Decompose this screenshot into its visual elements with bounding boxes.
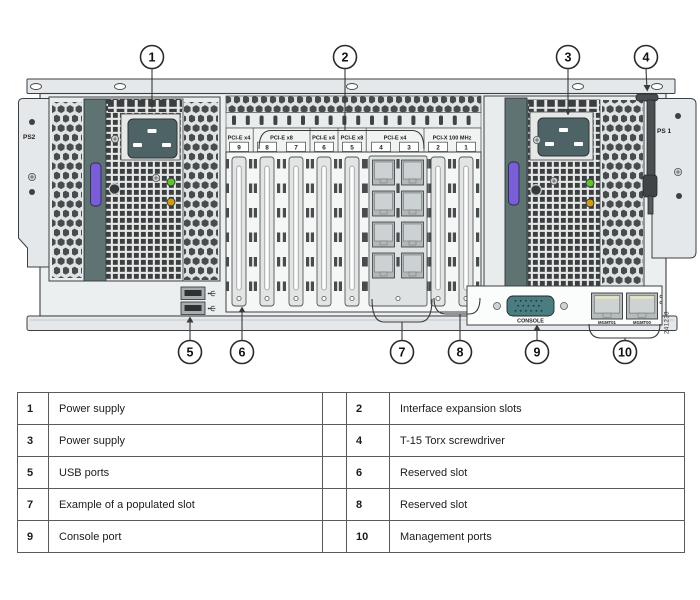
ps1-label: PS 1 [657,128,672,135]
description-cell: Power supply [49,393,323,425]
mgmt-port-1-label: MGMT01 [598,319,616,325]
screw-hole-icon [29,189,35,195]
hex-vent-icon [602,100,643,286]
svg-text:10: 10 [618,345,632,360]
power-inlet [128,119,177,158]
screw-icon [533,136,540,143]
slot-label-strip [226,128,481,152]
psu-handle [509,162,520,205]
callout-10 [614,341,637,364]
table-row [18,489,685,521]
slot-group-label: PCI-E x8 [270,135,293,142]
table-row [18,393,685,425]
callout-number-cell: 2 [347,393,390,425]
description-cell: Interface expansion slots [390,393,685,425]
reserved-slot [226,157,479,306]
table-row [18,425,685,457]
description-cell: Power supply [49,425,323,457]
screw-icon [561,303,568,310]
figure-number: 241238 [664,310,671,334]
screw-icon [152,174,159,181]
hex-vent-icon [184,102,218,280]
description-cell: Reserved slot [390,489,685,521]
slot-group-label: PCI-E x8 [340,135,364,142]
power-supply-left [49,97,220,281]
callout-9 [526,341,549,364]
slot-group-label: PCI-E x4 [312,135,335,142]
callout-4 [635,46,658,69]
svg-text:6: 6 [238,345,246,360]
legend-table [17,392,685,553]
led-green-icon [586,179,594,187]
screw-hole-icon [29,119,35,125]
spacer-cell [323,393,347,425]
slot-number: 2 [436,144,440,152]
description-cell: Management ports [390,521,685,553]
led-amber-icon [167,198,175,206]
callout-6 [231,341,254,364]
svg-text:5: 5 [186,345,194,360]
mount-hole-icon [531,185,542,196]
right-mounting-ear [652,99,696,259]
spacer-cell [323,425,347,457]
spacer-cell [323,457,347,489]
expansion-slot-section [226,96,481,312]
power-inlet [538,118,589,156]
callout-number-cell: 10 [347,521,390,553]
callout-2 [334,46,357,69]
callout-number-cell: 9 [18,521,49,553]
card-cage [226,152,481,312]
table-row [18,521,685,553]
slot-number: 8 [265,144,269,152]
slot-number: 7 [294,144,298,152]
screw-icon [28,173,35,180]
screw-hole-icon [676,193,682,199]
led-green-icon [167,178,175,186]
slot-number: 4 [379,144,383,152]
screw-icon [494,303,501,310]
svg-text:3: 3 [564,50,572,65]
console-label: CONSOLE [517,318,544,325]
slot-number: 5 [350,144,354,152]
slot-group-label: PCI-E x4 [383,135,407,142]
svg-text:1: 1 [148,50,156,65]
screw-icon [550,177,557,184]
callout-1 [141,46,164,69]
description-cell: Example of a populated slot [49,489,323,521]
spacer-cell [323,521,347,553]
slot-group-label: PCI-X 100 MHz [432,135,472,142]
slot-group-label: PCI-E x4 [227,135,251,142]
slot-number: 6 [322,144,326,152]
description-cell: T-15 Torx screwdriver [390,425,685,457]
description-cell: Console port [49,521,323,553]
slot-number: 9 [237,144,241,152]
rj45-port-icon [627,293,658,319]
console-mgmt-panel [467,286,662,325]
slot-number: 1 [464,144,468,152]
callout-7 [391,341,414,364]
callout-number-cell: 3 [18,425,49,457]
slot-number: 3 [407,144,411,152]
svg-text:4: 4 [642,50,650,65]
screw-hole-icon [675,113,681,119]
table-row [18,457,685,489]
left-mounting-ear [19,99,51,268]
mgmt-port-0-label: MGMT00 [633,319,651,325]
psu-handle [91,163,102,206]
hex-vent-icon [52,102,82,278]
description-cell: USB ports [49,457,323,489]
callout-5 [179,341,202,364]
callout-number-cell: 6 [347,457,390,489]
callout-number-cell: 4 [347,425,390,457]
populated-slot-card [365,156,432,306]
callout-number-cell: 5 [18,457,49,489]
mount-hole-icon [109,184,120,195]
spacer-cell [323,489,347,521]
callout-8 [449,341,472,364]
svg-text:9: 9 [533,345,541,360]
callout-3 [557,46,580,69]
screw-icon [111,135,118,142]
svg-text:7: 7 [398,345,406,360]
description-cell: Reserved slot [390,457,685,489]
svg-text:8: 8 [456,345,464,360]
console-connector [507,296,554,316]
power-supply-right [484,96,644,289]
callout-number-cell: 8 [347,489,390,521]
screw-icon [674,168,681,175]
callout-number-cell: 7 [18,489,49,521]
rj45-port-icon [592,293,623,319]
callout-number-cell: 1 [18,393,49,425]
svg-text:2: 2 [341,50,349,65]
hex-vent-icon [226,96,481,113]
ps2-label: PS2 [23,134,36,141]
led-amber-icon [586,199,594,207]
